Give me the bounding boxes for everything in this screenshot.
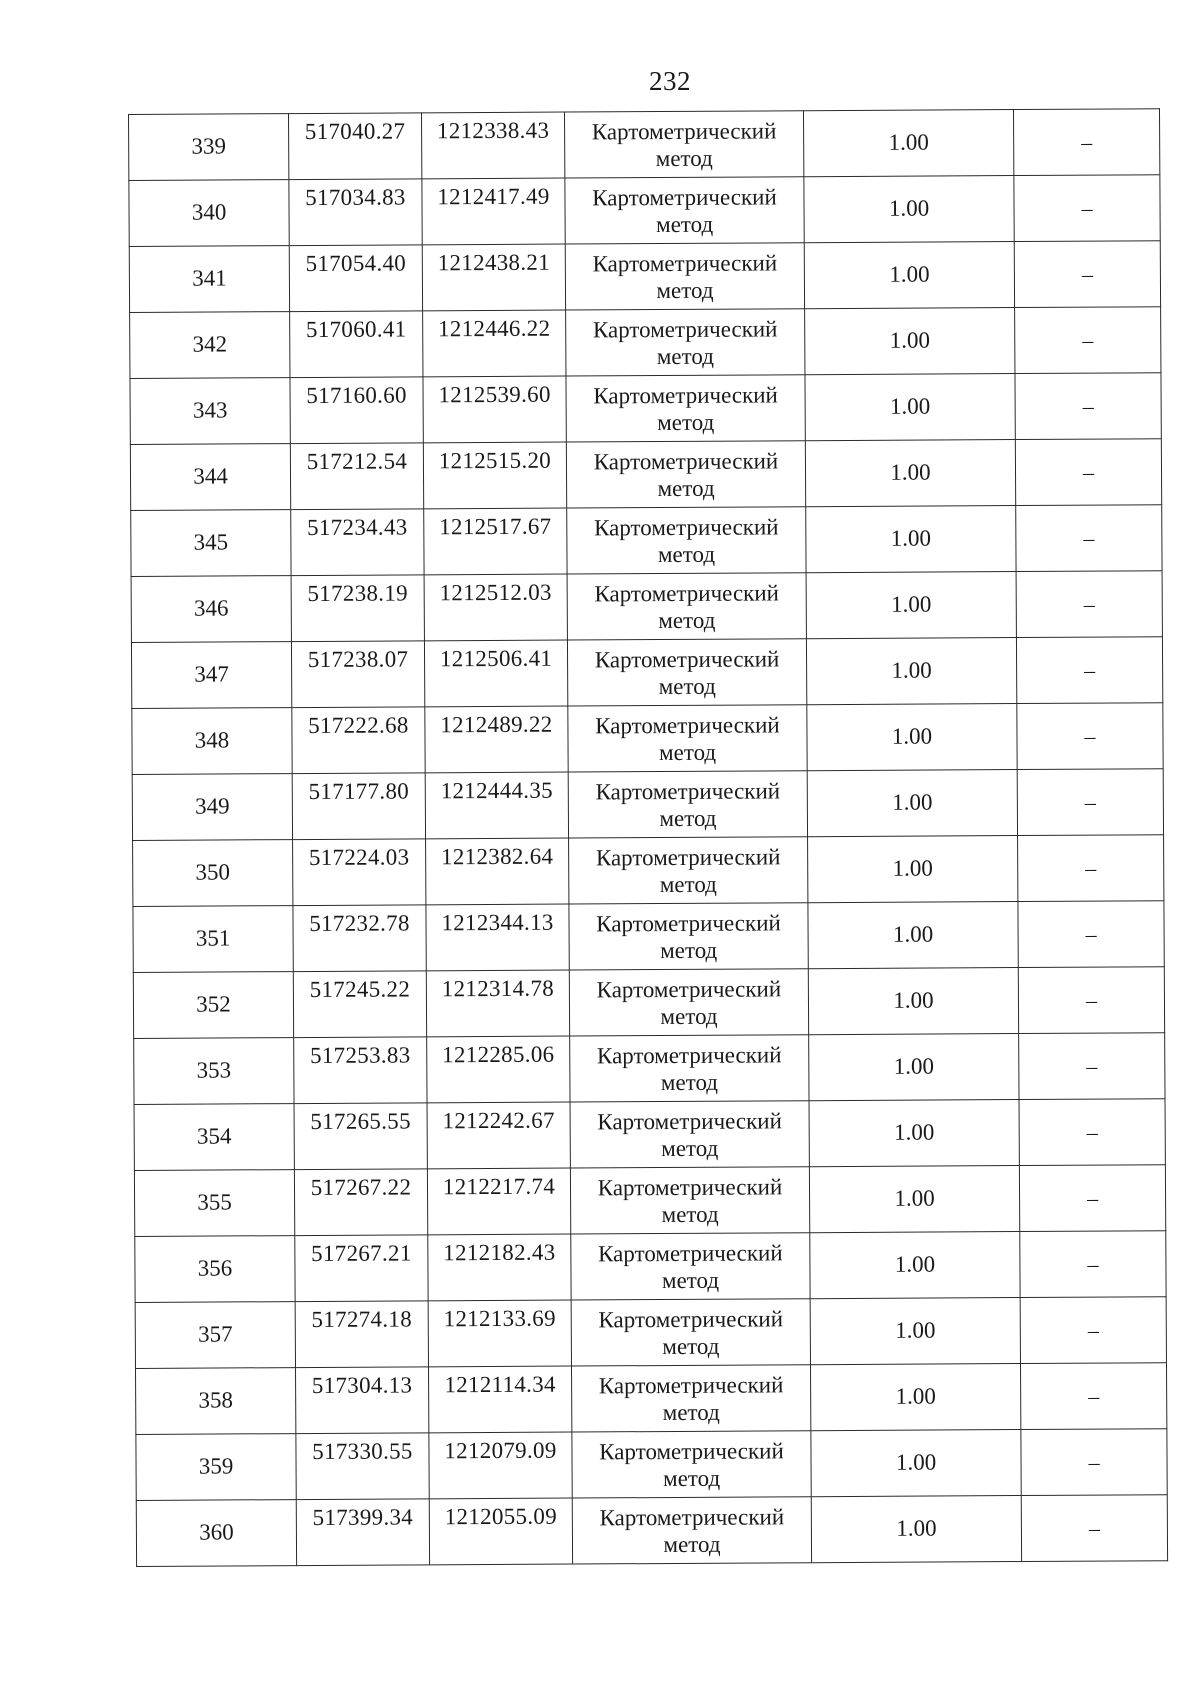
x-coordinate-cell: 517267.21: [295, 1235, 428, 1302]
method-line-1: Картометрический: [598, 1240, 783, 1267]
method-line-1: Картометрический: [591, 118, 777, 145]
method-line-1: Картометрический: [593, 448, 779, 475]
y-coordinate-cell: 1212382.64: [426, 838, 569, 905]
point-number-cell: 345: [131, 510, 291, 577]
table-row: [136, 1495, 1167, 1567]
note-cell: –: [1017, 769, 1163, 836]
method-line-2: метод: [656, 277, 714, 303]
method-line-1: Картометрический: [593, 514, 779, 541]
accuracy-cell: 1.00: [806, 506, 1016, 573]
note-cell: –: [1020, 1231, 1166, 1298]
method-line-2: метод: [661, 1267, 720, 1293]
x-coordinate-cell: 517222.68: [292, 707, 425, 774]
note-cell: –: [1015, 439, 1161, 506]
accuracy-cell: 1.00: [806, 572, 1016, 639]
y-coordinate-cell: 1212285.06: [427, 1036, 570, 1103]
method-cell: [566, 375, 805, 442]
method-line-1: Картометрический: [598, 1372, 784, 1399]
table-row: [130, 373, 1161, 445]
method-line-2: метод: [658, 607, 716, 633]
y-coordinate-cell: 1212489.22: [425, 706, 568, 773]
x-coordinate-cell: 517304.13: [296, 1367, 429, 1434]
y-coordinate-cell: 1212182.43: [428, 1234, 571, 1301]
accuracy-cell: 1.00: [810, 1232, 1020, 1299]
x-coordinate-cell: 517224.03: [293, 839, 426, 906]
point-number-cell: 349: [132, 774, 292, 841]
method-line-2: метод: [660, 937, 718, 963]
note-cell: –: [1016, 637, 1162, 704]
point-number-cell: 360: [136, 1500, 296, 1567]
accuracy-cell: 1.00: [807, 704, 1017, 771]
table-row: [129, 241, 1160, 313]
point-number-cell: 339: [129, 114, 289, 181]
table-row: [134, 1099, 1165, 1171]
y-coordinate-cell: 1212506.41: [424, 640, 567, 707]
accuracy-cell: 1.00: [808, 968, 1018, 1035]
y-coordinate-cell: 1212438.21: [422, 244, 565, 311]
x-coordinate-cell: 517177.80: [292, 773, 425, 840]
point-number-cell: 350: [133, 840, 293, 907]
note-cell: –: [1018, 835, 1164, 902]
method-cell: [572, 1497, 811, 1564]
method-line-2: метод: [656, 343, 714, 369]
accuracy-cell: 1.00: [811, 1430, 1021, 1497]
table-row: [131, 637, 1162, 709]
method-cell: [569, 969, 808, 1036]
accuracy-cell: 1.00: [810, 1298, 1020, 1365]
table-row: [133, 835, 1164, 907]
method-cell: [570, 1101, 809, 1168]
x-coordinate-cell: 517265.55: [294, 1103, 427, 1170]
method-line-2: метод: [661, 1135, 719, 1161]
method-cell: [569, 903, 808, 970]
accuracy-cell: 1.00: [811, 1496, 1021, 1563]
table-row: [129, 175, 1160, 247]
method-cell: [568, 705, 807, 772]
method-line-2: метод: [655, 145, 713, 171]
method-line-1: Картометрический: [593, 382, 778, 409]
method-line-2: метод: [657, 475, 715, 501]
method-cell: [566, 441, 805, 508]
method-line-1: Картометрический: [596, 976, 782, 1003]
point-number-cell: 358: [136, 1368, 296, 1435]
accuracy-cell: 1.00: [803, 110, 1013, 177]
method-line-1: Картометрический: [597, 1174, 783, 1201]
method-cell: [571, 1365, 810, 1432]
accuracy-cell: 1.00: [809, 1034, 1019, 1101]
method-cell: [568, 771, 807, 838]
note-cell: –: [1017, 703, 1163, 770]
note-cell: –: [1021, 1495, 1167, 1562]
x-coordinate-cell: 517330.55: [296, 1433, 429, 1500]
method-line-2: метод: [663, 1531, 721, 1557]
note-cell: –: [1015, 307, 1161, 374]
method-line-1: Картометрический: [595, 844, 781, 871]
table-row: [129, 109, 1160, 181]
x-coordinate-cell: 517238.19: [291, 575, 424, 642]
method-cell: [570, 1167, 809, 1234]
method-cell: [571, 1299, 810, 1366]
accuracy-cell: 1.00: [809, 1100, 1019, 1167]
point-number-cell: 347: [131, 642, 291, 709]
y-coordinate-cell: 1212242.67: [427, 1102, 570, 1169]
note-cell: –: [1019, 1033, 1165, 1100]
table-row: [133, 901, 1164, 973]
accuracy-cell: 1.00: [805, 374, 1015, 441]
x-coordinate-cell: 517060.41: [290, 311, 423, 378]
method-cell: [565, 177, 804, 244]
accuracy-cell: 1.00: [810, 1364, 1020, 1431]
method-cell: [572, 1431, 811, 1498]
accuracy-cell: 1.00: [808, 902, 1018, 969]
note-cell: –: [1015, 373, 1161, 440]
method-line-2: метод: [660, 1003, 718, 1029]
y-coordinate-cell: 1212515.20: [423, 442, 566, 509]
note-cell: –: [1018, 967, 1164, 1034]
note-cell: –: [1014, 241, 1160, 308]
method-line-1: Картометрический: [596, 1042, 782, 1069]
point-number-cell: 353: [134, 1038, 294, 1105]
accuracy-cell: 1.00: [804, 176, 1014, 243]
point-number-cell: 352: [133, 972, 293, 1039]
y-coordinate-cell: 1212512.03: [424, 574, 567, 641]
y-coordinate-cell: 1212417.49: [422, 178, 565, 245]
table-row: [131, 505, 1162, 577]
point-number-cell: 359: [136, 1434, 296, 1501]
method-line-2: метод: [658, 673, 716, 699]
y-coordinate-cell: 1212133.69: [428, 1300, 571, 1367]
method-line-1: Картометрический: [596, 910, 781, 937]
note-cell: –: [1019, 1165, 1165, 1232]
method-line-2: метод: [663, 1465, 721, 1491]
method-cell: [564, 111, 803, 178]
y-coordinate-cell: 1212217.74: [427, 1168, 570, 1235]
note-cell: –: [1019, 1099, 1165, 1166]
point-number-cell: 346: [131, 576, 291, 643]
method-cell: [567, 639, 806, 706]
y-coordinate-cell: 1212539.60: [423, 376, 566, 443]
note-cell: –: [1013, 109, 1159, 176]
method-line-1: Картометрический: [597, 1108, 782, 1135]
method-cell: [567, 573, 806, 640]
table-row: [136, 1429, 1167, 1501]
method-cell: [570, 1035, 809, 1102]
coordinates-table: [128, 108, 1168, 1567]
accuracy-cell: 1.00: [804, 242, 1014, 309]
method-line-1: Картометрический: [592, 250, 778, 277]
y-coordinate-cell: 1212444.35: [425, 772, 568, 839]
coordinates-table-body: [129, 109, 1168, 1567]
method-line-1: Картометрический: [594, 580, 780, 607]
x-coordinate-cell: 517234.43: [291, 509, 424, 576]
method-line-1: Картометрический: [598, 1306, 784, 1333]
y-coordinate-cell: 1212314.78: [426, 970, 569, 1037]
accuracy-cell: 1.00: [805, 440, 1015, 507]
x-coordinate-cell: 517212.54: [290, 443, 423, 510]
table-row: [133, 967, 1164, 1039]
point-number-cell: 342: [130, 312, 290, 379]
method-line-2: метод: [659, 805, 717, 831]
x-coordinate-cell: 517054.40: [289, 245, 422, 312]
point-number-cell: 354: [134, 1104, 294, 1171]
table-row: [134, 1033, 1165, 1105]
method-line-2: метод: [658, 739, 717, 765]
method-line-1: Картометрический: [595, 712, 780, 739]
y-coordinate-cell: 1212338.43: [421, 112, 564, 179]
x-coordinate-cell: 517399.34: [296, 1499, 429, 1566]
accuracy-cell: 1.00: [807, 770, 1017, 837]
note-cell: –: [1016, 505, 1162, 572]
x-coordinate-cell: 517274.18: [295, 1301, 428, 1368]
method-line-2: метод: [662, 1399, 720, 1425]
point-number-cell: 357: [135, 1302, 295, 1369]
accuracy-cell: 1.00: [806, 638, 1016, 705]
accuracy-cell: 1.00: [809, 1166, 1019, 1233]
method-line-1: Картометрический: [599, 1438, 784, 1465]
table-row: [132, 769, 1163, 841]
method-line-1: Картометрический: [594, 646, 780, 673]
point-number-cell: 356: [135, 1236, 295, 1303]
table-row: [131, 571, 1162, 643]
x-coordinate-cell: 517267.22: [294, 1169, 427, 1236]
method-cell: [565, 243, 804, 310]
method-line-1: Картометрический: [592, 316, 778, 343]
method-line-1: Картометрический: [592, 184, 777, 211]
note-cell: –: [1014, 175, 1160, 242]
method-line-2: метод: [657, 409, 715, 435]
x-coordinate-cell: 517040.27: [289, 113, 422, 180]
y-coordinate-cell: 1212114.34: [429, 1366, 572, 1433]
point-number-cell: 344: [130, 444, 290, 511]
table-row: [134, 1165, 1165, 1237]
method-cell: [567, 507, 806, 574]
x-coordinate-cell: 517253.83: [294, 1037, 427, 1104]
note-cell: –: [1018, 901, 1164, 968]
note-cell: –: [1016, 571, 1162, 638]
y-coordinate-cell: 1212517.67: [424, 508, 567, 575]
point-number-cell: 348: [132, 708, 292, 775]
table-row: [135, 1231, 1166, 1303]
method-line-2: метод: [656, 211, 714, 237]
point-number-cell: 343: [130, 378, 290, 445]
y-coordinate-cell: 1212446.22: [423, 310, 566, 377]
y-coordinate-cell: 1212344.13: [426, 904, 569, 971]
method-cell: [571, 1233, 810, 1300]
table-row: [136, 1363, 1167, 1435]
method-line-1: Картометрический: [599, 1504, 785, 1531]
x-coordinate-cell: 517160.60: [290, 377, 423, 444]
method-line-1: Картометрический: [595, 778, 781, 805]
point-number-cell: 341: [129, 246, 289, 313]
table-row: [132, 703, 1163, 775]
x-coordinate-cell: 517245.22: [293, 971, 426, 1038]
table-row: [130, 439, 1161, 511]
table-row: [130, 307, 1161, 379]
x-coordinate-cell: 517238.07: [291, 641, 424, 708]
accuracy-cell: 1.00: [805, 308, 1015, 375]
y-coordinate-cell: 1212055.09: [429, 1498, 572, 1565]
note-cell: –: [1020, 1297, 1166, 1364]
x-coordinate-cell: 517232.78: [293, 905, 426, 972]
y-coordinate-cell: 1212079.09: [429, 1432, 572, 1499]
method-line-2: метод: [660, 1069, 719, 1095]
method-line-2: метод: [661, 1201, 719, 1227]
accuracy-cell: 1.00: [808, 836, 1018, 903]
method-line-2: метод: [662, 1333, 720, 1359]
note-cell: –: [1021, 1429, 1167, 1496]
note-cell: –: [1020, 1363, 1166, 1430]
method-line-2: метод: [659, 871, 717, 897]
page-number: 232: [649, 66, 691, 96]
method-cell: [569, 837, 808, 904]
method-line-2: метод: [657, 541, 716, 567]
point-number-cell: 351: [133, 906, 293, 973]
table-row: [135, 1297, 1166, 1369]
x-coordinate-cell: 517034.83: [289, 179, 422, 246]
method-cell: [566, 309, 805, 376]
point-number-cell: 340: [129, 180, 289, 247]
point-number-cell: 355: [134, 1170, 294, 1237]
